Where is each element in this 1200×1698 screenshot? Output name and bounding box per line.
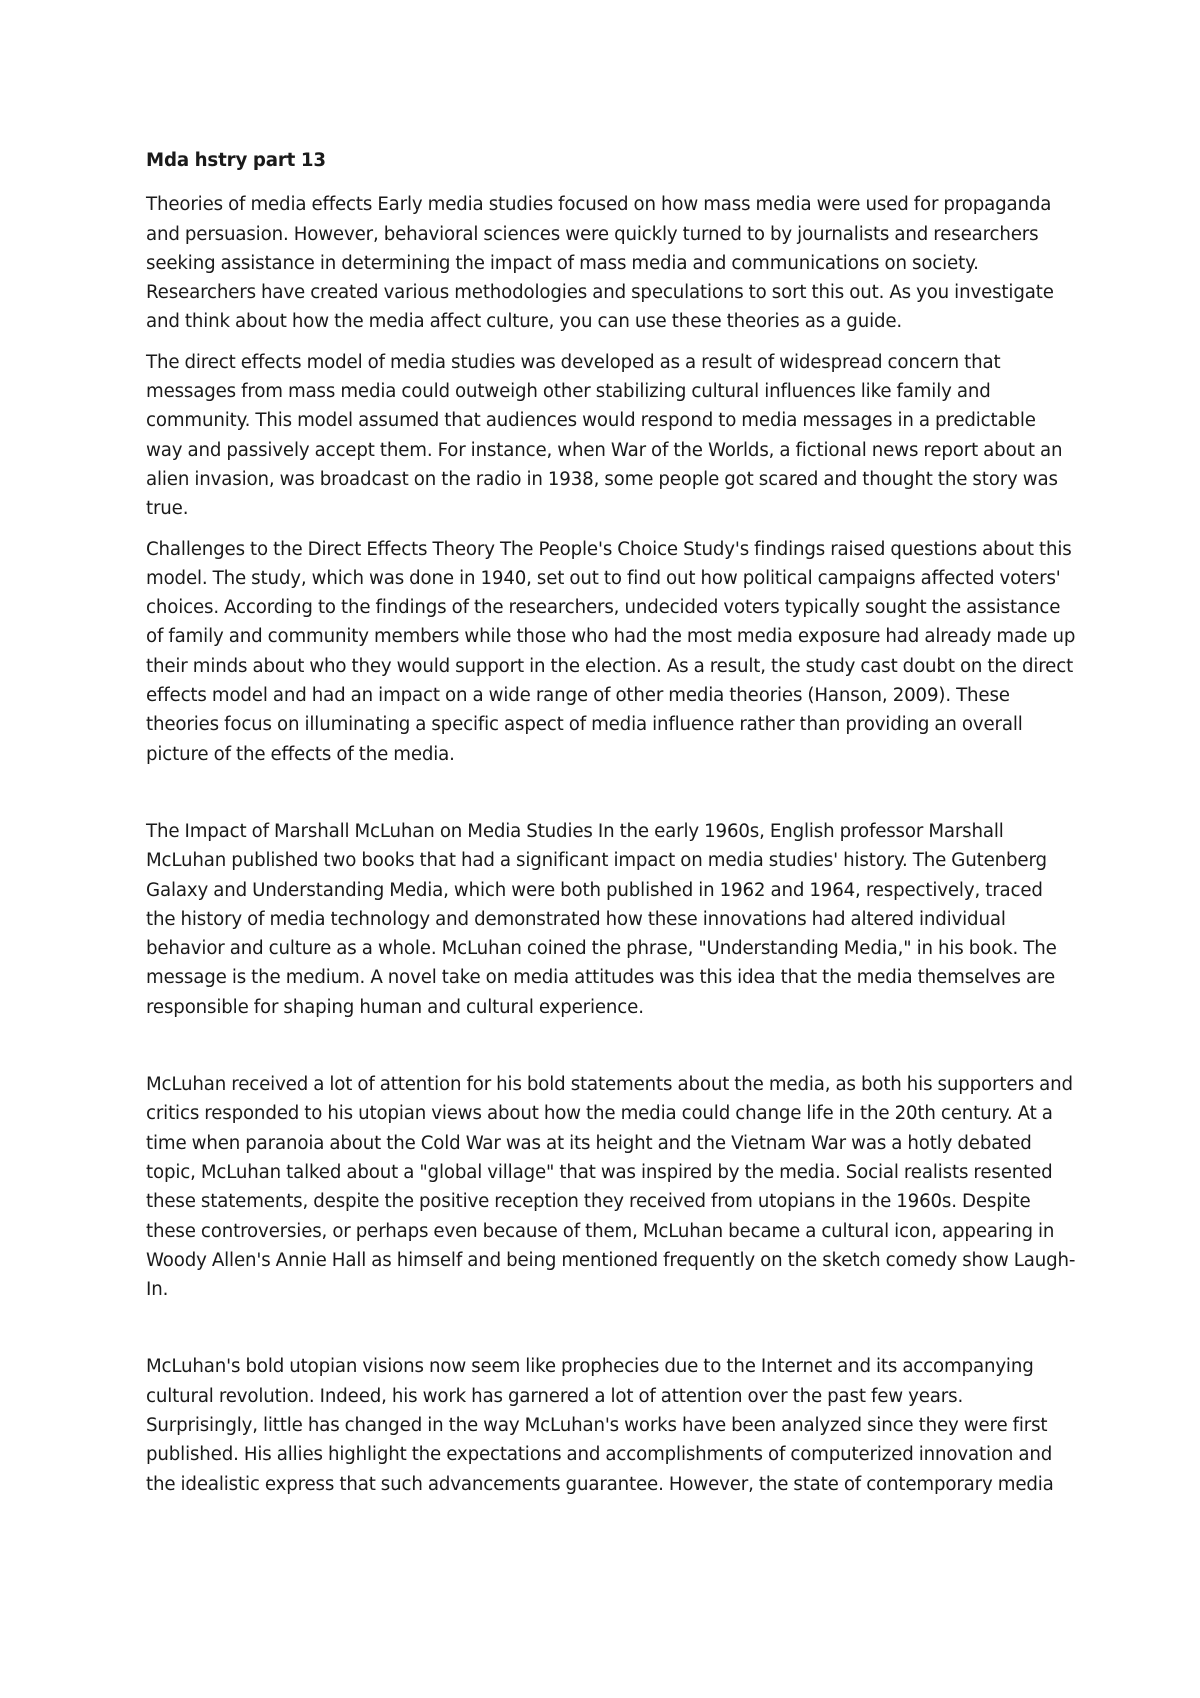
paragraph-mcluhan-visions: McLuhan's bold utopian visions now seem like prophecies due to the Internet and its accompanying cultural revolution. Indeed, his work has garnered a lot of attention over the past few years. Surprisingly, little has changed in the way McLuhan's works have been analyzed since they were first published. His allies highlight the expectations and accomplishments of computerized innovation and the idealistic express that such advancements guarantee. However, the state of contemporary media <box>146 1356 1054 1495</box>
paragraph-mcluhan-attention: McLuhan received a lot of attention for his bold statements about the media, as both his supporters and critics responded to his utopian views about how the media could change life in the 20th century. At a time when paranoia about the Cold War was at its height and the Vietnam War was a hotly debated topic, McLuhan talked about a "global village" that was inspired by the media. Social realists resented these statements, despite the positive reception they received from utopians in the 1960s. Despite these controversies, or perhaps even because of them, McLuhan became a cultural icon, appearing in Woody Allen's Annie Hall as himself and being mentioned frequently on the sketch comedy show Laugh-In. <box>146 1074 1076 1301</box>
paragraph-media-effects: Theories of media effects Early media studies focused on how mass media were used for propaganda and persuasion. However, behavioral sciences were quickly turned to by journalists and researchers seeking assistance in determining the impact of mass media and communications on society. Researchers have created various methodologies and speculations to sort this out. As you investigate and think about how the media affect culture, you can use these theories as a guide. <box>146 194 1054 333</box>
paragraph-mcluhan-impact: The Impact of Marshall McLuhan on Media Studies In the early 1960s, English professor Marshall McLuhan published two books that had a significant impact on media studies' history. The Gutenberg Galaxy and Understanding Media, which were both published in 1962 and 1964, respectively, traced the history of media technology and demonstrated how these innovations had altered individual behavior and culture as a whole. McLuhan coined the phrase, "Understanding Media," in his book. The message is the medium. A novel take on media attitudes was this idea that the media themselves are responsible for shaping human and cultural experience. <box>146 820 1057 1018</box>
document-body <box>146 146 1076 1510</box>
document-title: Mda hstry part 13 <box>146 150 326 171</box>
paragraph-direct-effects: The direct effects model of media studies was developed as a result of widespread concern that messages from mass media could outweigh other stabilizing cultural influences like family and community. This model assumed that audiences would respond to media messages in a predictable way and passively accept them. For instance, when War of the Worlds, a fictional news report about an alien invasion, was broadcast on the radio in 1938, some people got scared and thought the story was true. <box>146 351 1063 520</box>
paragraph-challenges: Challenges to the Direct Effects Theory The People's Choice Study's findings raised questions about this model. The study, which was done in 1940, set out to find out how political campaigns affected voters' choices. According to the findings of the researchers, undecided voters typically sought the assistance of family and community members while those who had the most media exposure had already made up their minds about who they would support in the election. As a result, the study cast doubt on the direct effects model and had an impact on a wide range of other media theories (Hanson, 2009). These theories focus on illuminating a specific aspect of media influence rather than providing an overall picture of the effects of the media. <box>146 538 1076 765</box>
